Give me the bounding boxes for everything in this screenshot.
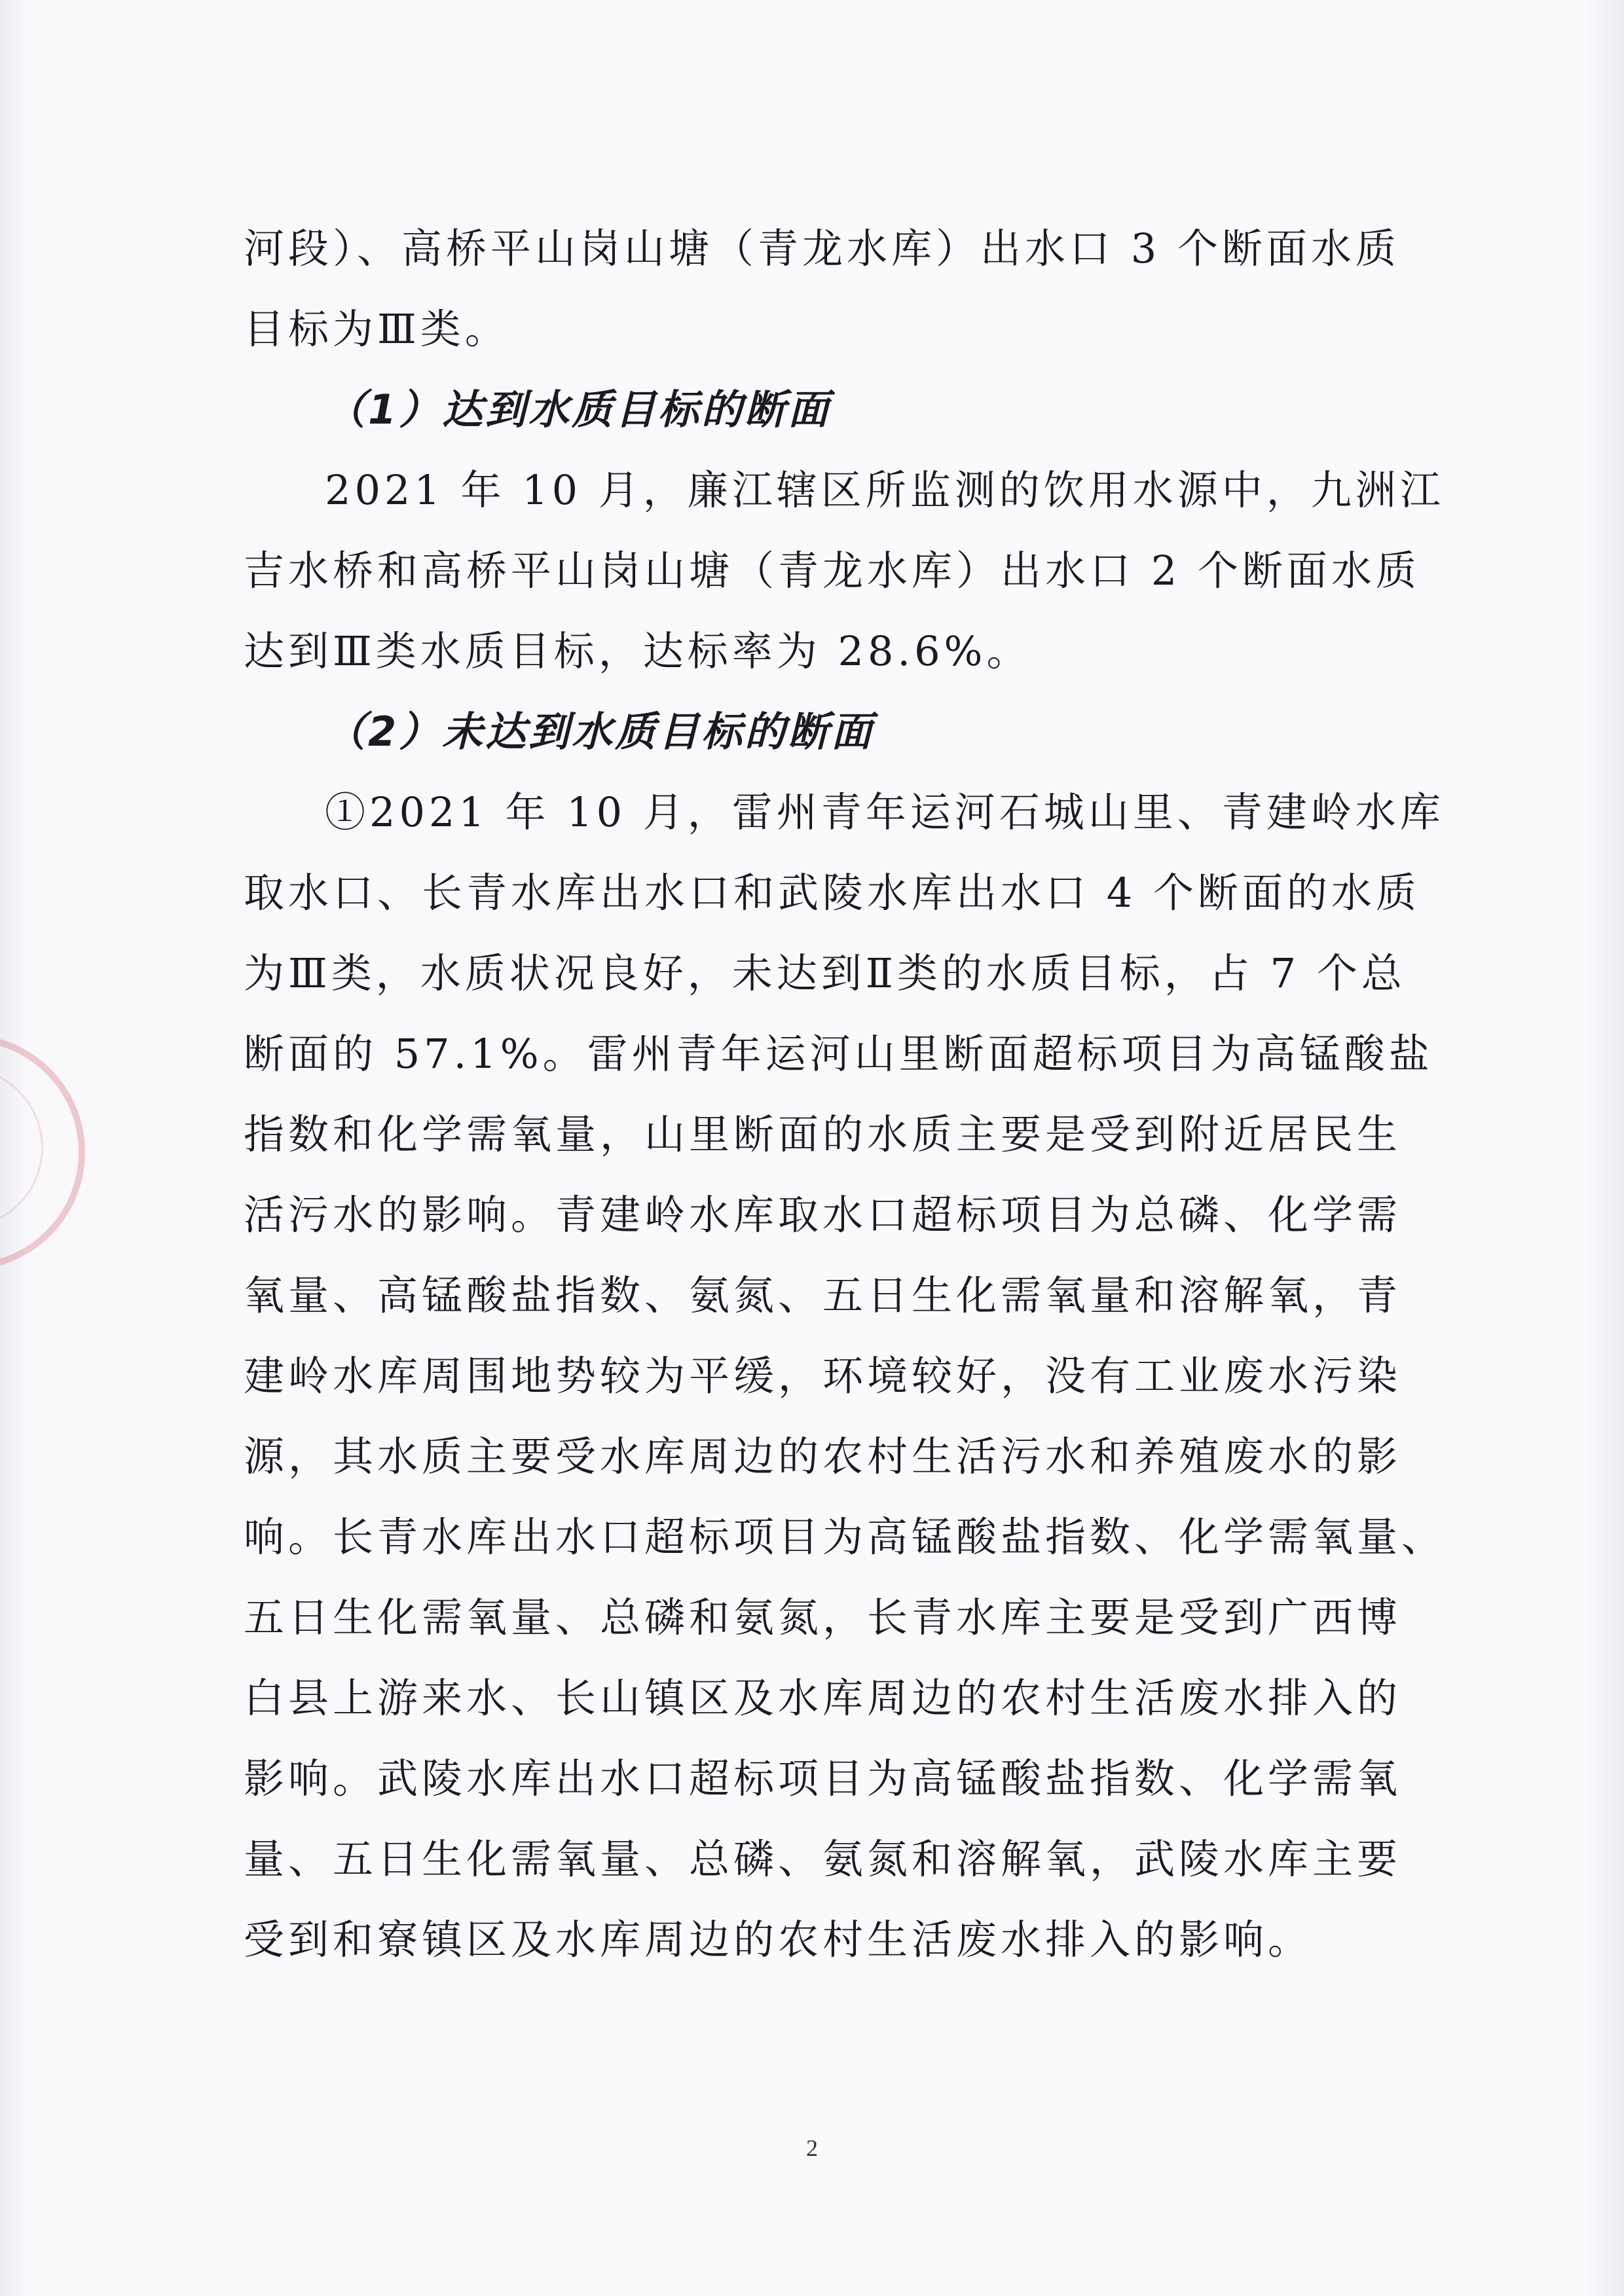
- text-line: ①2021 年 10 月，雷州青年运河石城山里、青建岭水库: [325, 788, 1445, 836]
- page-number: 2: [806, 2135, 818, 2161]
- text-line: 建岭水库周围地势较为平缓，环境较好，没有工业废水污染: [244, 1352, 1402, 1400]
- text-line: 影响。武陵水库出水口超标项目为高锰酸盐指数、化学需氧: [244, 1755, 1402, 1802]
- section-heading: （2）未达到水质目标的断面: [325, 708, 875, 756]
- text-line: 吉水桥和高桥平山岗山塘（青龙水库）出水口 2 个断面水质: [244, 547, 1420, 594]
- text-line: 五日生化需氧量、总磷和氨氮，长青水库主要是受到广西博: [244, 1594, 1402, 1641]
- text-line: 达到Ⅲ类水质目标，达标率为 28.6%。: [244, 627, 1031, 675]
- document-body: [244, 208, 1447, 1980]
- text-line: 取水口、长青水库出水口和武陵水库出水口 4 个断面的水质: [244, 869, 1420, 917]
- section-heading: （1）达到水质目标的断面: [325, 386, 832, 433]
- text-line: 白县上游来水、长山镇区及水库周边的农村生活废水排入的: [244, 1674, 1402, 1722]
- text-line: 响。长青水库出水口超标项目为高锰酸盐指数、化学需氧量、: [244, 1513, 1447, 1561]
- text-line: 断面的 57.1%。雷州青年运河山里断面超标项目为高锰酸盐: [244, 1030, 1433, 1078]
- text-line: 为Ⅲ类，水质状况良好，未达到Ⅱ类的水质目标，占 7 个总: [244, 949, 1406, 997]
- text-line: 目标为Ⅲ类。: [244, 305, 509, 353]
- text-line: 河段）、高桥平山岗山塘（青龙水库）出水口 3 个断面水质: [244, 225, 1400, 272]
- red-seal-stamp: [0, 1034, 85, 1270]
- text-line: 氧量、高锰酸盐指数、氨氮、五日生化需氧量和溶解氧，青: [244, 1271, 1402, 1319]
- text-line: 指数和化学需氧量，山里断面的水质主要是受到附近居民生: [244, 1110, 1402, 1158]
- text-line: 受到和寮镇区及水库周边的农村生活废水排入的影响。: [244, 1916, 1313, 1963]
- text-line: 量、五日生化需氧量、总磷、氨氮和溶解氧，武陵水库主要: [244, 1835, 1402, 1883]
- seal-inner-ring: [0, 1067, 43, 1228]
- text-line: 活污水的影响。青建岭水库取水口超标项目为总磷、化学需: [244, 1191, 1402, 1239]
- text-line: 2021 年 10 月，廉江辖区所监测的饮用水源中，九洲江: [325, 466, 1445, 514]
- text-line: 源，其水质主要受水库周边的农村生活污水和养殖废水的影: [244, 1432, 1402, 1480]
